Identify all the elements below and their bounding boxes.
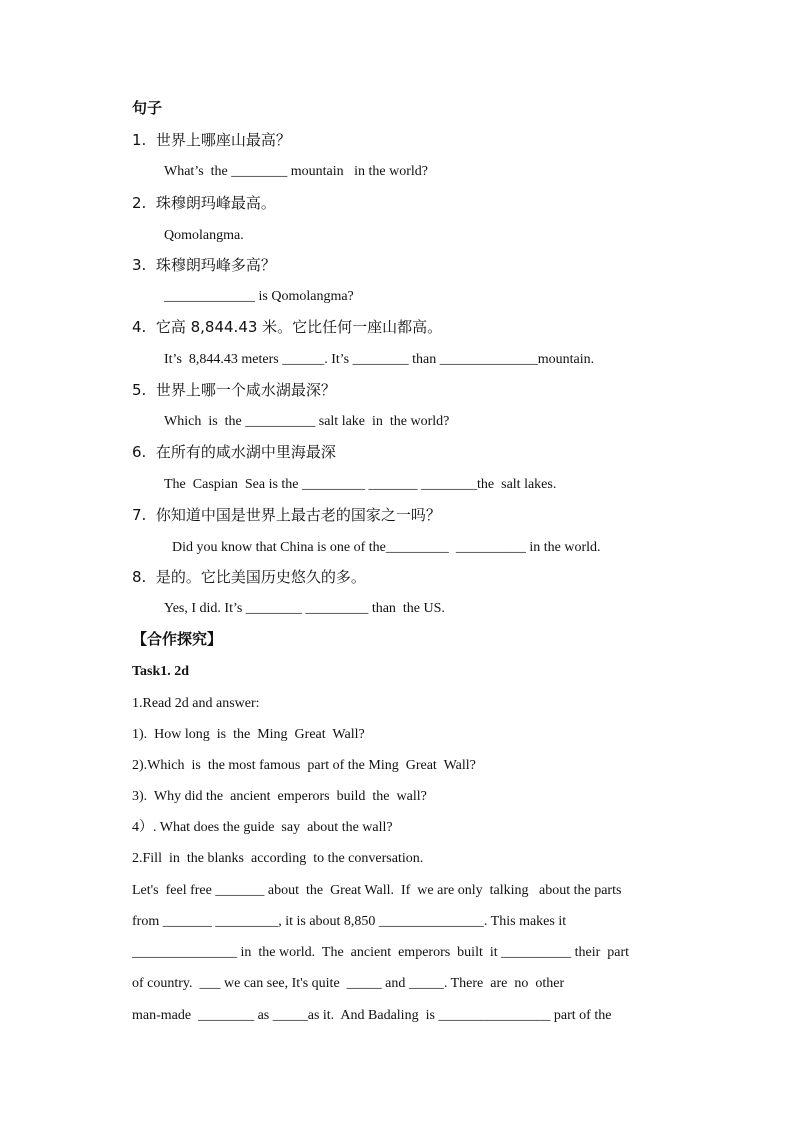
sentence-4-english: It’s 8,844.43 meters ______. It’s ________ than ______________mountain. (164, 352, 595, 367)
task-line: 4）. What does the guide say about the wall? (132, 820, 393, 835)
sentence-3-english: _____________ is Qomolangma? (164, 289, 354, 304)
sentence-4-chinese: 4. 它高 8,844.43 米。它比任何一座山都高。 (132, 318, 443, 336)
task-line: 2.Fill in the blanks according to the conversation. (132, 851, 424, 866)
task-line: 1). How long is the Ming Great Wall? (132, 727, 365, 742)
sentence-7-english: Did you know that China is one of the_________ __________ in the world. (172, 540, 601, 555)
task-line: 2).Which is the most famous part of the Ming Great Wall? (132, 758, 476, 773)
cooperation-title: 【合作探究】 (132, 630, 223, 648)
sentence-6-chinese: 6. 在所有的咸水湖中里海最深 (132, 443, 336, 461)
task-line: 3). Why did the ancient emperors build the wall? (132, 789, 427, 804)
sentence-7-chinese: 7. 你知道中国是世界上最古老的国家之一吗？ (132, 506, 441, 524)
task-line: of country. ___ we can see, It's quite _____ and _____. There are no other (132, 976, 565, 991)
task-line: _______________ in the world. The ancient emperors built it __________ their part (132, 945, 630, 960)
task-line: 1.Read 2d and answer: (132, 696, 260, 711)
section-title: 句子 (132, 99, 163, 117)
sentence-1-english: What’s the ________ mountain in the world? (164, 164, 429, 179)
sentence-5-chinese: 5. 世界上哪一个咸水湖最深？ (132, 381, 336, 399)
sentence-1-chinese: 1. 世界上哪座山最高？ (132, 131, 291, 149)
task-title: Task1. 2d (132, 664, 190, 679)
sentence-2-english: Qomolangma. (164, 228, 244, 243)
task-line: Let's feel free _______ about the Great Wall. If we are only talking about the parts (132, 883, 622, 898)
sentence-8-chinese: 8. 是的。它比美国历史悠久的多。 (132, 568, 366, 586)
sentence-5-english: Which is the __________ salt lake in the world? (164, 414, 450, 429)
task-line: man-made ________ as _____as it. And Badaling is ________________ part of the (132, 1008, 612, 1023)
task-line: from _______ _________, it is about 8,850 _______________. This makes it (132, 914, 567, 929)
sentence-2-chinese: 2. 珠穆朗玛峰最高。 (132, 194, 276, 212)
sentence-6-english: The Caspian Sea is the _________ _______ ________the salt lakes. (164, 477, 557, 492)
sentence-8-english: Yes, I did. It’s ________ _________ than the US. (164, 601, 445, 616)
sentence-3-chinese: 3. 珠穆朗玛峰多高？ (132, 256, 276, 274)
